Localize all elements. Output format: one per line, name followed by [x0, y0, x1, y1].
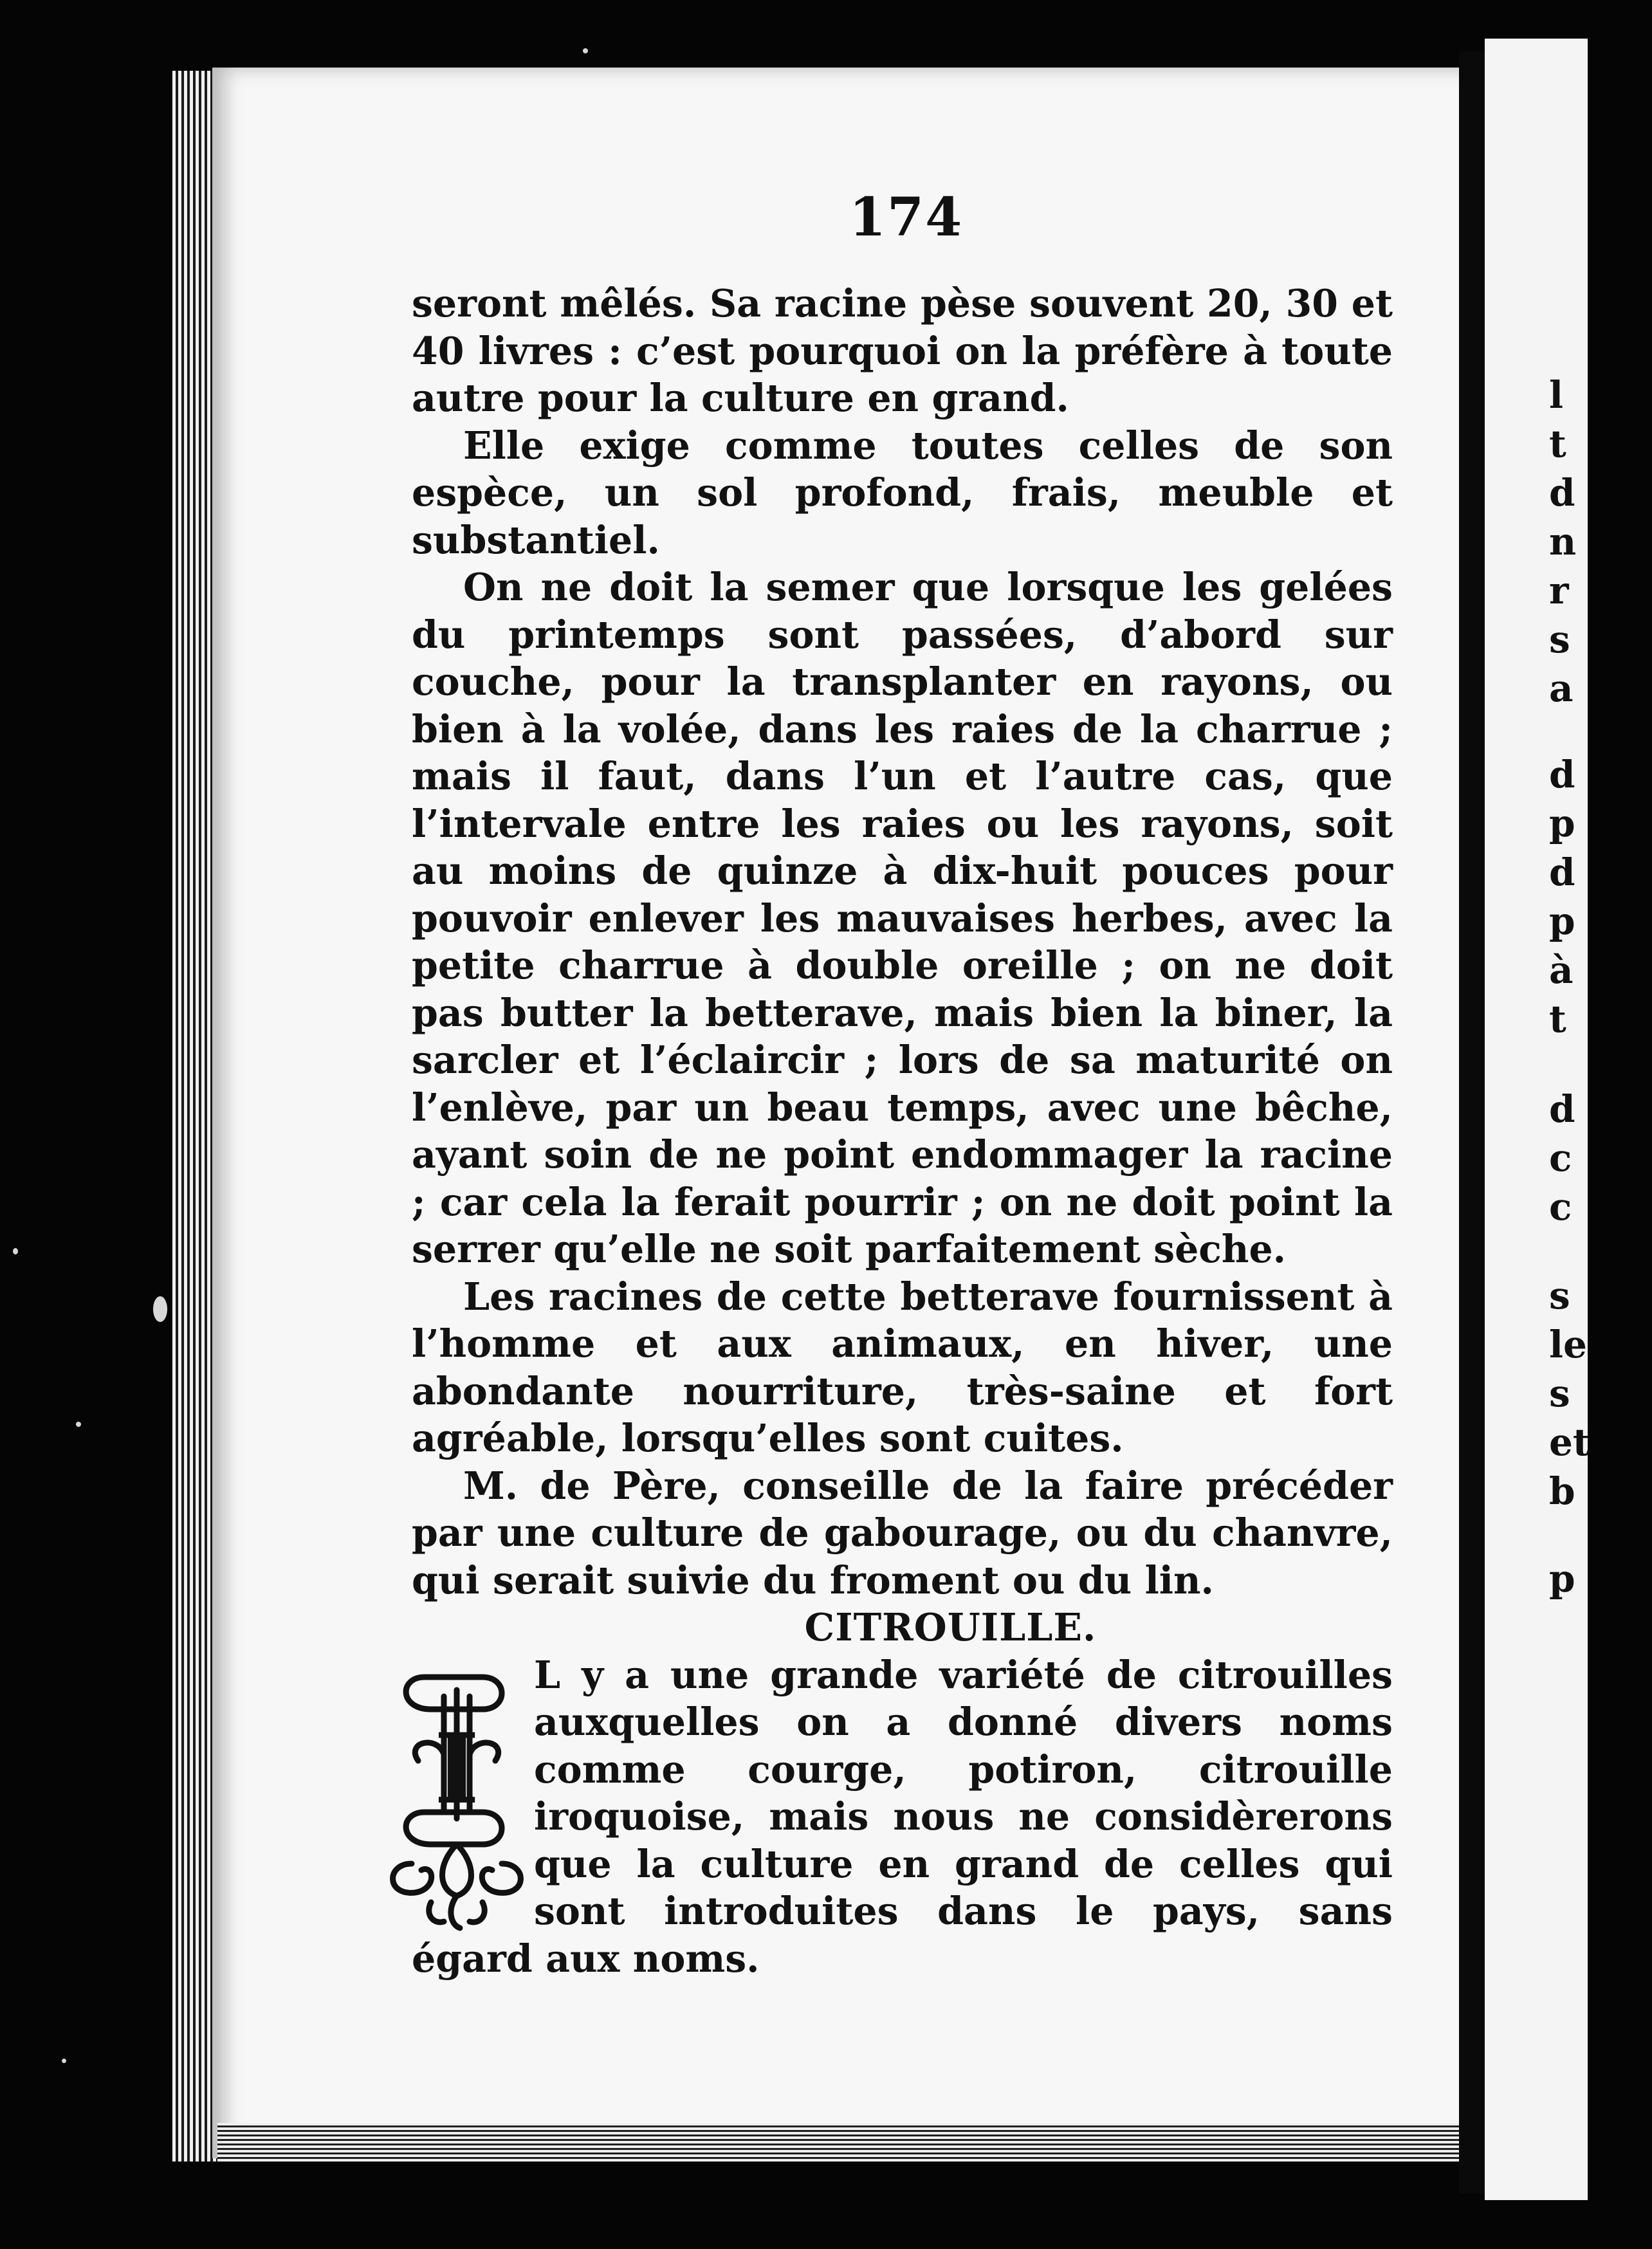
facing-line-start: p — [1549, 802, 1575, 845]
facing-page — [1485, 39, 1588, 2200]
section-paragraph: L y a une grande variété de citrouilles auxquelles on a donné divers noms comme courge, potiron, citrouille iroquoise, mais nous ne considèrerons que la culture en grand de celles qui sont introduites dans le pays, sans égard aux noms. — [412, 1652, 1393, 1981]
facing-line-start: le — [1549, 1323, 1587, 1366]
page-body-text — [412, 280, 1393, 1982]
dropcap-letter: I — [434, 1712, 480, 1826]
facing-line-start: s — [1549, 618, 1570, 661]
paragraph: Les racines de cette betterave fournissent à l’homme et aux animaux, en hiver, une abondante nourriture, très-saine et fort agréable, lorsqu’elles sont cuites. — [412, 1274, 1393, 1460]
facing-line-start: a — [1549, 666, 1574, 710]
facing-line-start: d — [1549, 1087, 1575, 1131]
section-paragraph-block — [412, 1651, 1393, 1983]
dust-speck — [153, 1296, 167, 1322]
paragraph: seront mêlés. Sa racine pèse souvent 20, 30 et 40 livres : c’est pourquoi on la préfère à toute autre pour la culture en grand. — [412, 281, 1393, 420]
facing-line-start: d — [1549, 753, 1575, 796]
ornamental-dropcap-icon — [386, 1651, 528, 1934]
paragraph: M. de Père, conseille de la faire précéder par une culture de gabourage, ou du chanvre, qui serait suivie du froment ou du lin. — [412, 1463, 1393, 1602]
dust-speck — [583, 48, 588, 53]
facing-line-start: et — [1549, 1420, 1590, 1464]
facing-line-start: p — [1549, 899, 1575, 943]
facing-line-start: c — [1549, 1185, 1572, 1229]
dust-speck — [13, 1248, 18, 1254]
dust-speck — [62, 2059, 66, 2063]
facing-line-start: s — [1549, 1372, 1570, 1415]
facing-line-start: s — [1549, 1274, 1570, 1317]
paragraph: On ne doit la semer que lorsque les gelées du printemps sont passées, d’abord sur couche, pour la transplanter en rayons, ou bien à la volée, dans les raies de la charrue ; mais il faut, dans l’un et l’autre cas, que l’intervale entre les raies ou les rayons, soit au moins de quinze à dix-huit pouces pour pouvoir enlever les mauvaises herbes, avec la petite charrue à double oreille ; on ne doit pas butter la betterave, mais bien la biner, la sarcler et l’éclaircir ; lors de sa maturité on l’enlève, par un beau temps, avec une bêche, ayant soin de ne point endommager la racine ; car cela la ferait pourrir ; on ne doit point la serrer qu’elle ne soit parfaitement sèche. — [412, 565, 1393, 1271]
facing-line-start: n — [1549, 520, 1577, 564]
page-edges — [172, 71, 217, 2162]
dust-speck — [76, 1422, 81, 1427]
paragraph: Elle exige comme toutes celles de son espèce, un sol profond, frais, meuble et substantiel. — [412, 423, 1393, 562]
facing-line-start: l — [1549, 373, 1564, 417]
facing-line-start: d — [1549, 471, 1575, 515]
section-heading: CITROUILLE. — [804, 1605, 1097, 1649]
facing-line-start: b — [1549, 1469, 1575, 1513]
facing-line-start: r — [1549, 569, 1569, 612]
facing-line-start: t — [1549, 422, 1566, 466]
facing-line-start: p — [1549, 1557, 1575, 1601]
facing-line-start: à — [1549, 948, 1574, 992]
page-bottom-edge — [217, 2123, 1459, 2162]
book-gutter — [1459, 51, 1485, 2194]
page-number: 174 — [849, 187, 964, 248]
facing-line-start: c — [1549, 1136, 1572, 1180]
facing-line-start: d — [1549, 850, 1575, 894]
facing-line-start: t — [1549, 997, 1566, 1041]
